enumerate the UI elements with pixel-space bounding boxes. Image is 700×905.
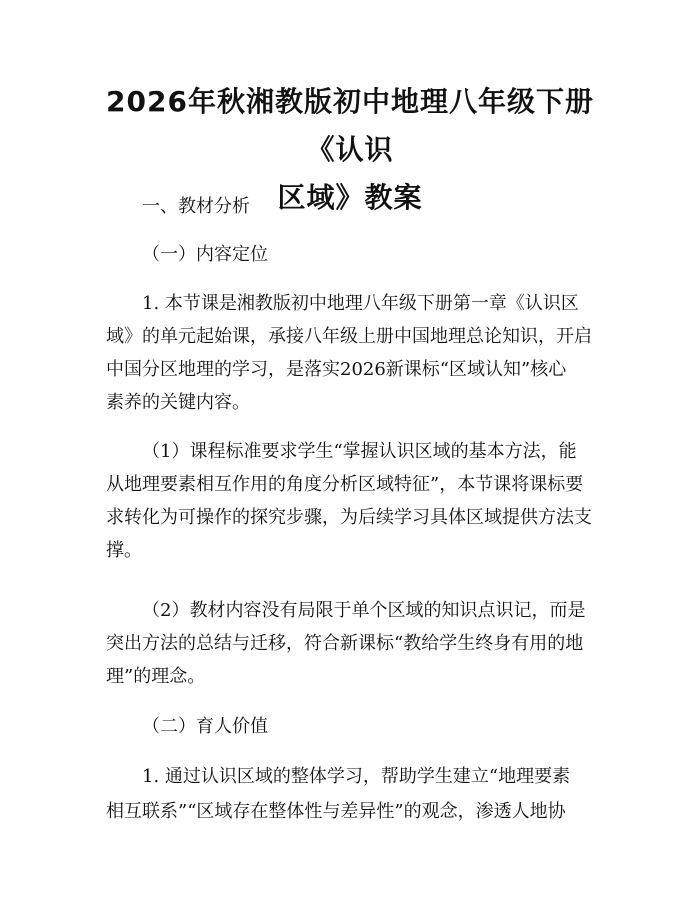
- paragraph-line: 撑。: [106, 540, 142, 561]
- title-line-1: 2026年秋湘教版初中地理八年级下册《认识: [106, 85, 594, 166]
- section-heading-1: 一、教材分析: [142, 196, 250, 217]
- title-line-2: 区域》教案: [277, 181, 423, 214]
- paragraph-line: 求转化为可操作的探究步骤，为后续学习具体区域提供方法支: [106, 507, 592, 528]
- paragraph-line: 中国分区地理的学习，是落实2026新课标“区域认知”核心: [106, 359, 567, 380]
- paragraph-line: （2）教材内容没有局限于单个区域的知识点识记，而是: [142, 600, 586, 621]
- paragraph-line: 1. 通过认识区域的整体学习，帮助学生建立“地理要素: [142, 766, 571, 787]
- paragraph-line: 突出方法的总结与迁移，符合新课标“教给学生终身有用的地: [106, 633, 584, 654]
- subsection-heading-2: （二）育人价值: [142, 716, 268, 737]
- paragraph-line: 1. 本节课是湘教版初中地理八年级下册第一章《认识区: [142, 293, 579, 314]
- paragraph-line: 相互联系”“区域存在整体性与差异性”的观念，渗透人地协: [106, 801, 566, 822]
- subsection-heading-1: （一）内容定位: [142, 244, 268, 265]
- paragraph-line: 从地理要素相互作用的角度分析区域特征”，本节课将课标要: [106, 474, 584, 495]
- paragraph-line: （1）课程标准要求学生“掌握认识区域的基本方法，能: [142, 441, 577, 462]
- paragraph-line: 域》的单元起始课，承接八年级上册中国地理总论知识，开启: [106, 326, 592, 347]
- paragraph-line: 素养的关键内容。: [106, 392, 250, 413]
- paragraph-line: 理”的理念。: [106, 666, 206, 687]
